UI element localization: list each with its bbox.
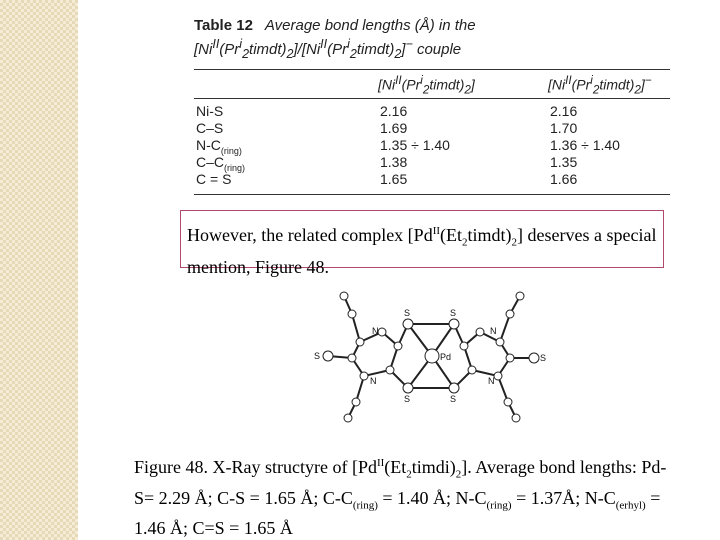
atom-label-n: N <box>488 376 495 386</box>
note-text-box: However, the related complex $[Pd^{II}(Et_2timdt)_2]$ deserves a special mention, Figure 48. <box>180 210 664 268</box>
bond-length-table <box>192 14 672 196</box>
table-bottom-rule <box>194 194 670 195</box>
atom-label-s: S <box>450 308 457 318</box>
table-number: Table 12 <box>194 17 253 34</box>
atom-label-s: S <box>404 308 411 318</box>
table-top-rule <box>194 69 670 70</box>
atom-label-s: S <box>540 353 547 363</box>
decorative-side-band <box>0 0 78 540</box>
table-row: $C-C_{(ring)}$ 1.38 1.35 <box>196 154 578 173</box>
column-header-anion: $[Ni^{II}(Pr^i_2timdt)_2]^-$ <box>548 74 652 97</box>
table-row: C = S 1.65 1.66 <box>196 171 578 187</box>
table-row: Ni-S 2.16 2.16 <box>196 103 578 119</box>
table-row: C–S 1.69 1.70 <box>196 120 578 136</box>
column-header-neutral: $[Ni^{II}(Pr^i_2timdt)_2]$ <box>378 74 475 97</box>
atom-label-s: S <box>450 394 457 404</box>
atom-label-n: N <box>490 326 497 336</box>
table-row: $N-C_{(ring)}$ 1.35 ÷ 1.40 1.36 ÷ 1.40 <box>196 137 620 156</box>
atom-label-s: S <box>404 394 411 404</box>
atom-label-n: N <box>370 376 377 386</box>
atom-label-s: S <box>314 351 321 361</box>
table-caption: Table 12 Average bond lengths (Å) in the $[Ni^{II}(Pr^i_2timdt)_2]/[Ni^{II}(Pr^i_2timdt)_2]^-$ couple <box>194 17 476 61</box>
figure-caption: Figure 48. X-Ray structyre of $[Pd^{II}(Et_2timdi)_2]$. Average bond lengths: Pd-S= 2.29 Å; C-S = 1.65 Å; $C-C_{(ring)} = 1.40$ Å; $N-C_{(ring)}$ = 1.37Å; $N-C_{(erhyl)} = 1.46$ Å; C=S = 1.65 Å <box>134 457 667 539</box>
table-header-rule <box>194 98 670 99</box>
atom-label-n: N <box>372 326 379 336</box>
xray-structure-figure <box>300 284 562 432</box>
atom-label-pd: Pd <box>440 352 452 362</box>
